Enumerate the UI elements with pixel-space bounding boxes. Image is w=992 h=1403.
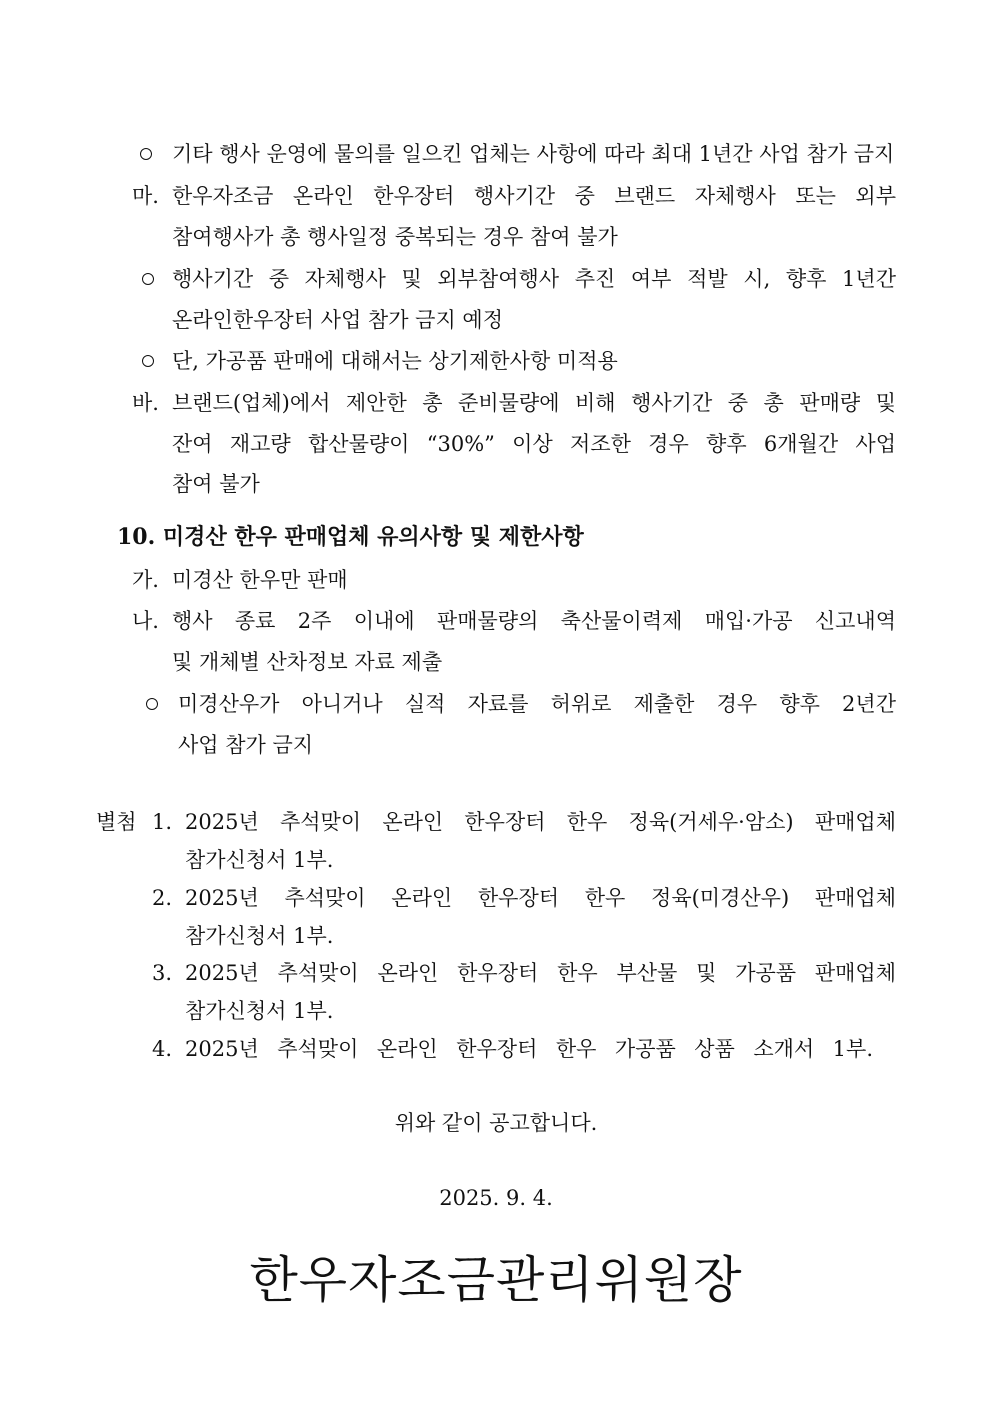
attachment-3-marker: 3. (152, 961, 173, 985)
bullet-ma1-line2: 온라인한우장터 사업 참가 금지 예정 (172, 308, 503, 332)
bullet-na-line2: 사업 참가 금지 (178, 733, 314, 757)
bullet-circle (140, 140, 152, 168)
announcement-date: 2025. 9. 4. (439, 1186, 553, 1210)
section-10-heading: 10. 미경산 한우 판매업체 유의사항 및 제한사항 (117, 524, 584, 550)
attachment-4-marker: 4. (152, 1037, 173, 1061)
attachment-2-line1: 2025년 추석맞이 온라인 한우장터 한우 정육(미경산우) 판매업체 (185, 886, 896, 910)
item-ba-line1: 브랜드(업체)에서 제안한 총 준비물량에 비해 행사기간 중 총 판매량 및 (172, 391, 896, 415)
circle-bullet-icon (146, 698, 158, 710)
bullet-ma2-text: 단, 가공품 판매에 대해서는 상기제한사항 미적용 (172, 349, 618, 373)
item-ga-text: 미경산 한우만 판매 (172, 568, 348, 592)
item-ma-line2: 참여행사가 총 행사일정 중복되는 경우 참여 불가 (172, 225, 618, 249)
circle-bullet-icon (142, 273, 154, 285)
bullet-circle (142, 347, 154, 375)
attachment-2-line2: 참가신청서 1부. (185, 924, 334, 948)
attachment-1-marker: 1. (152, 810, 173, 834)
issuer-signature: 한우자조금관리위원장 (249, 1251, 743, 1309)
bullet-ma1-line1: 행사기간 중 자체행사 및 외부참여행사 추진 여부 적발 시, 향후 1년간 (172, 267, 896, 291)
item-ba-line2: 잔여 재고량 합산물량이 “30%” 이상 저조한 경우 향후 6개월간 사업 (172, 432, 896, 456)
attachment-4-line1: 2025년 추석맞이 온라인 한우장터 한우 가공품 상품 소개서 1부. (185, 1037, 873, 1061)
item-ga-marker: 가. (132, 568, 159, 592)
item-ma-marker: 마. (132, 184, 159, 208)
penalty-bullet-text: 기타 행사 운영에 물의를 일으킨 업체는 사항에 따라 최대 1년간 사업 참가 금지 (172, 142, 895, 166)
item-na-line1: 행사 종료 2주 이내에 판매물량의 축산물이력제 매입·가공 신고내역 (172, 609, 896, 633)
circle-bullet-icon (142, 355, 154, 367)
attachments-label: 별첨 (96, 810, 137, 834)
attachment-2-marker: 2. (152, 886, 173, 910)
attachment-1-line1: 2025년 추석맞이 온라인 한우장터 한우 정육(거세우·암소) 판매업체 (185, 810, 896, 834)
announcement-text: 위와 같이 공고합니다. (394, 1111, 598, 1135)
attachment-3-line2: 참가신청서 1부. (185, 999, 334, 1023)
item-na-line2: 및 개체별 산차정보 자료 제출 (172, 650, 443, 674)
item-na-marker: 나. (132, 609, 159, 633)
bullet-circle (142, 265, 154, 293)
bullet-na-line1: 미경산우가 아니거나 실적 자료를 허위로 제출한 경우 향후 2년간 (178, 692, 896, 716)
item-ma-line1: 한우자조금 온라인 한우장터 행사기간 중 브랜드 자체행사 또는 외부 (172, 184, 896, 208)
attachment-1-line2: 참가신청서 1부. (185, 848, 334, 872)
item-ba-line3: 참여 불가 (172, 472, 260, 496)
bullet-circle (146, 690, 158, 718)
attachment-3-line1: 2025년 추석맞이 온라인 한우장터 한우 부산물 및 가공품 판매업체 (185, 961, 896, 985)
circle-bullet-icon (140, 148, 152, 160)
item-ba-marker: 바. (132, 391, 159, 415)
